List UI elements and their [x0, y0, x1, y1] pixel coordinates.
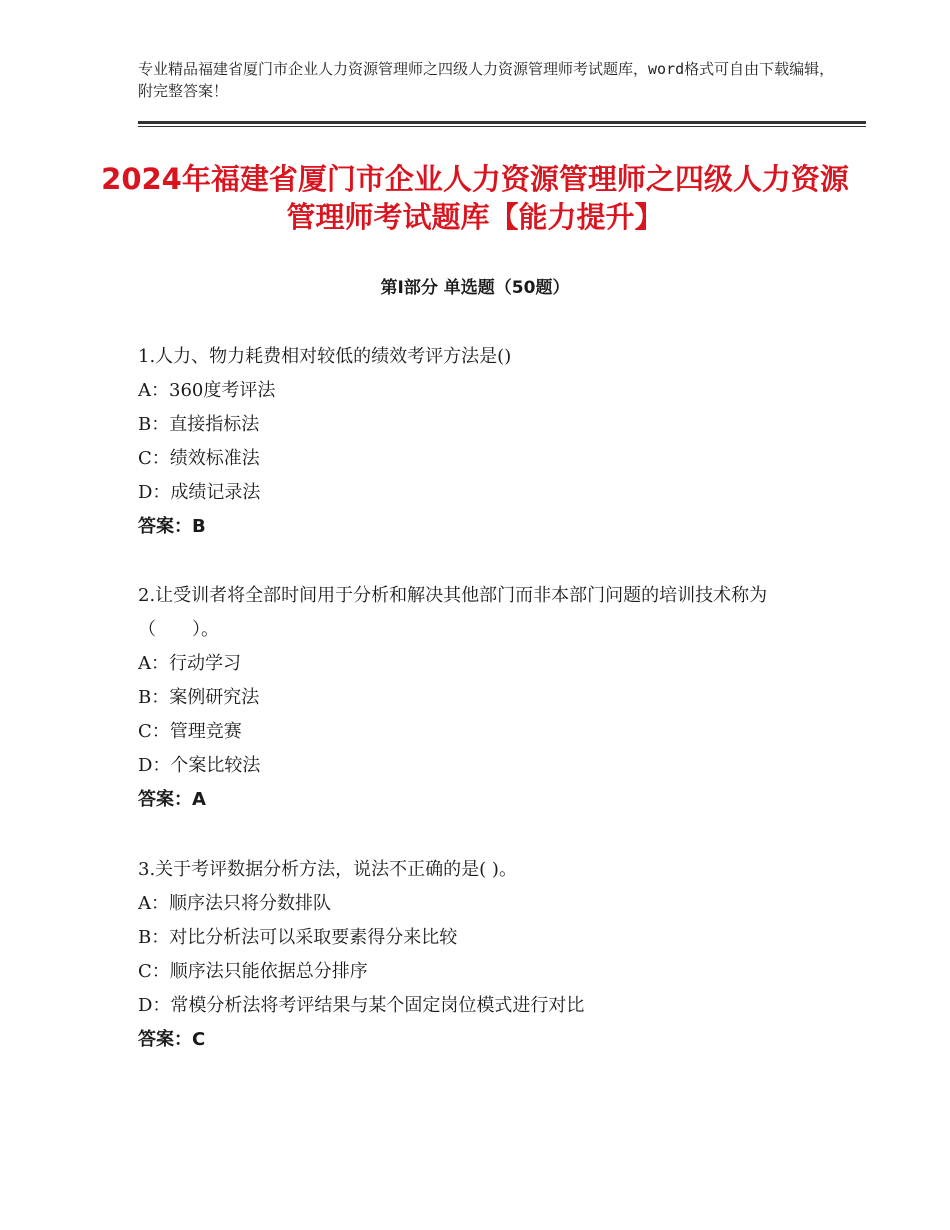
option-c: C：管理竞赛: [138, 721, 242, 742]
option-a: A：360度考评法: [138, 380, 276, 401]
question-3: [138, 853, 818, 1057]
option-d: D：常模分析法将考评结果与某个固定岗位模式进行对比: [138, 995, 585, 1016]
header-divider-thin: [138, 126, 866, 127]
header-divider-thick: [138, 121, 866, 124]
document-title: 2024年福建省厦门市企业人力资源管理师之四级人力资源管理师考试题库【能力提升】: [101, 162, 849, 234]
option-c: C：顺序法只能依据总分排序: [138, 961, 368, 982]
question-stem: 3.关于考评数据分析方法，说法不正确的是( )。: [138, 859, 517, 880]
answer: 答案：B: [138, 516, 206, 537]
option-b: B：对比分析法可以采取要素得分来比较: [138, 927, 458, 948]
question-1: [138, 340, 818, 544]
option-b: B：案例研究法: [138, 687, 260, 708]
answer: 答案：A: [138, 789, 206, 810]
option-b: B：直接指标法: [138, 414, 260, 435]
option-d: D：个案比较法: [138, 755, 261, 776]
option-a: A：顺序法只将分数排队: [138, 893, 331, 914]
answer: 答案：C: [138, 1029, 206, 1050]
header-note: 专业精品福建省厦门市企业人力资源管理师之四级人力资源管理师考试题库，word格式可自由下载编辑，附完整答案！: [138, 60, 835, 100]
question-2: [138, 579, 818, 817]
section-heading: 第Ⅰ部分 单选题（50题）: [380, 278, 570, 298]
option-a: A：行动学习: [138, 653, 241, 674]
question-stem: 1.人力、物力耗费相对较低的绩效考评方法是(): [138, 346, 512, 367]
option-c: C：绩效标准法: [138, 448, 260, 469]
option-d: D：成绩记录法: [138, 482, 261, 503]
question-stem: 2.让受训者将全部时间用于分析和解决其他部门而非本部门问题的培训技术称为（ ）。: [138, 585, 768, 640]
